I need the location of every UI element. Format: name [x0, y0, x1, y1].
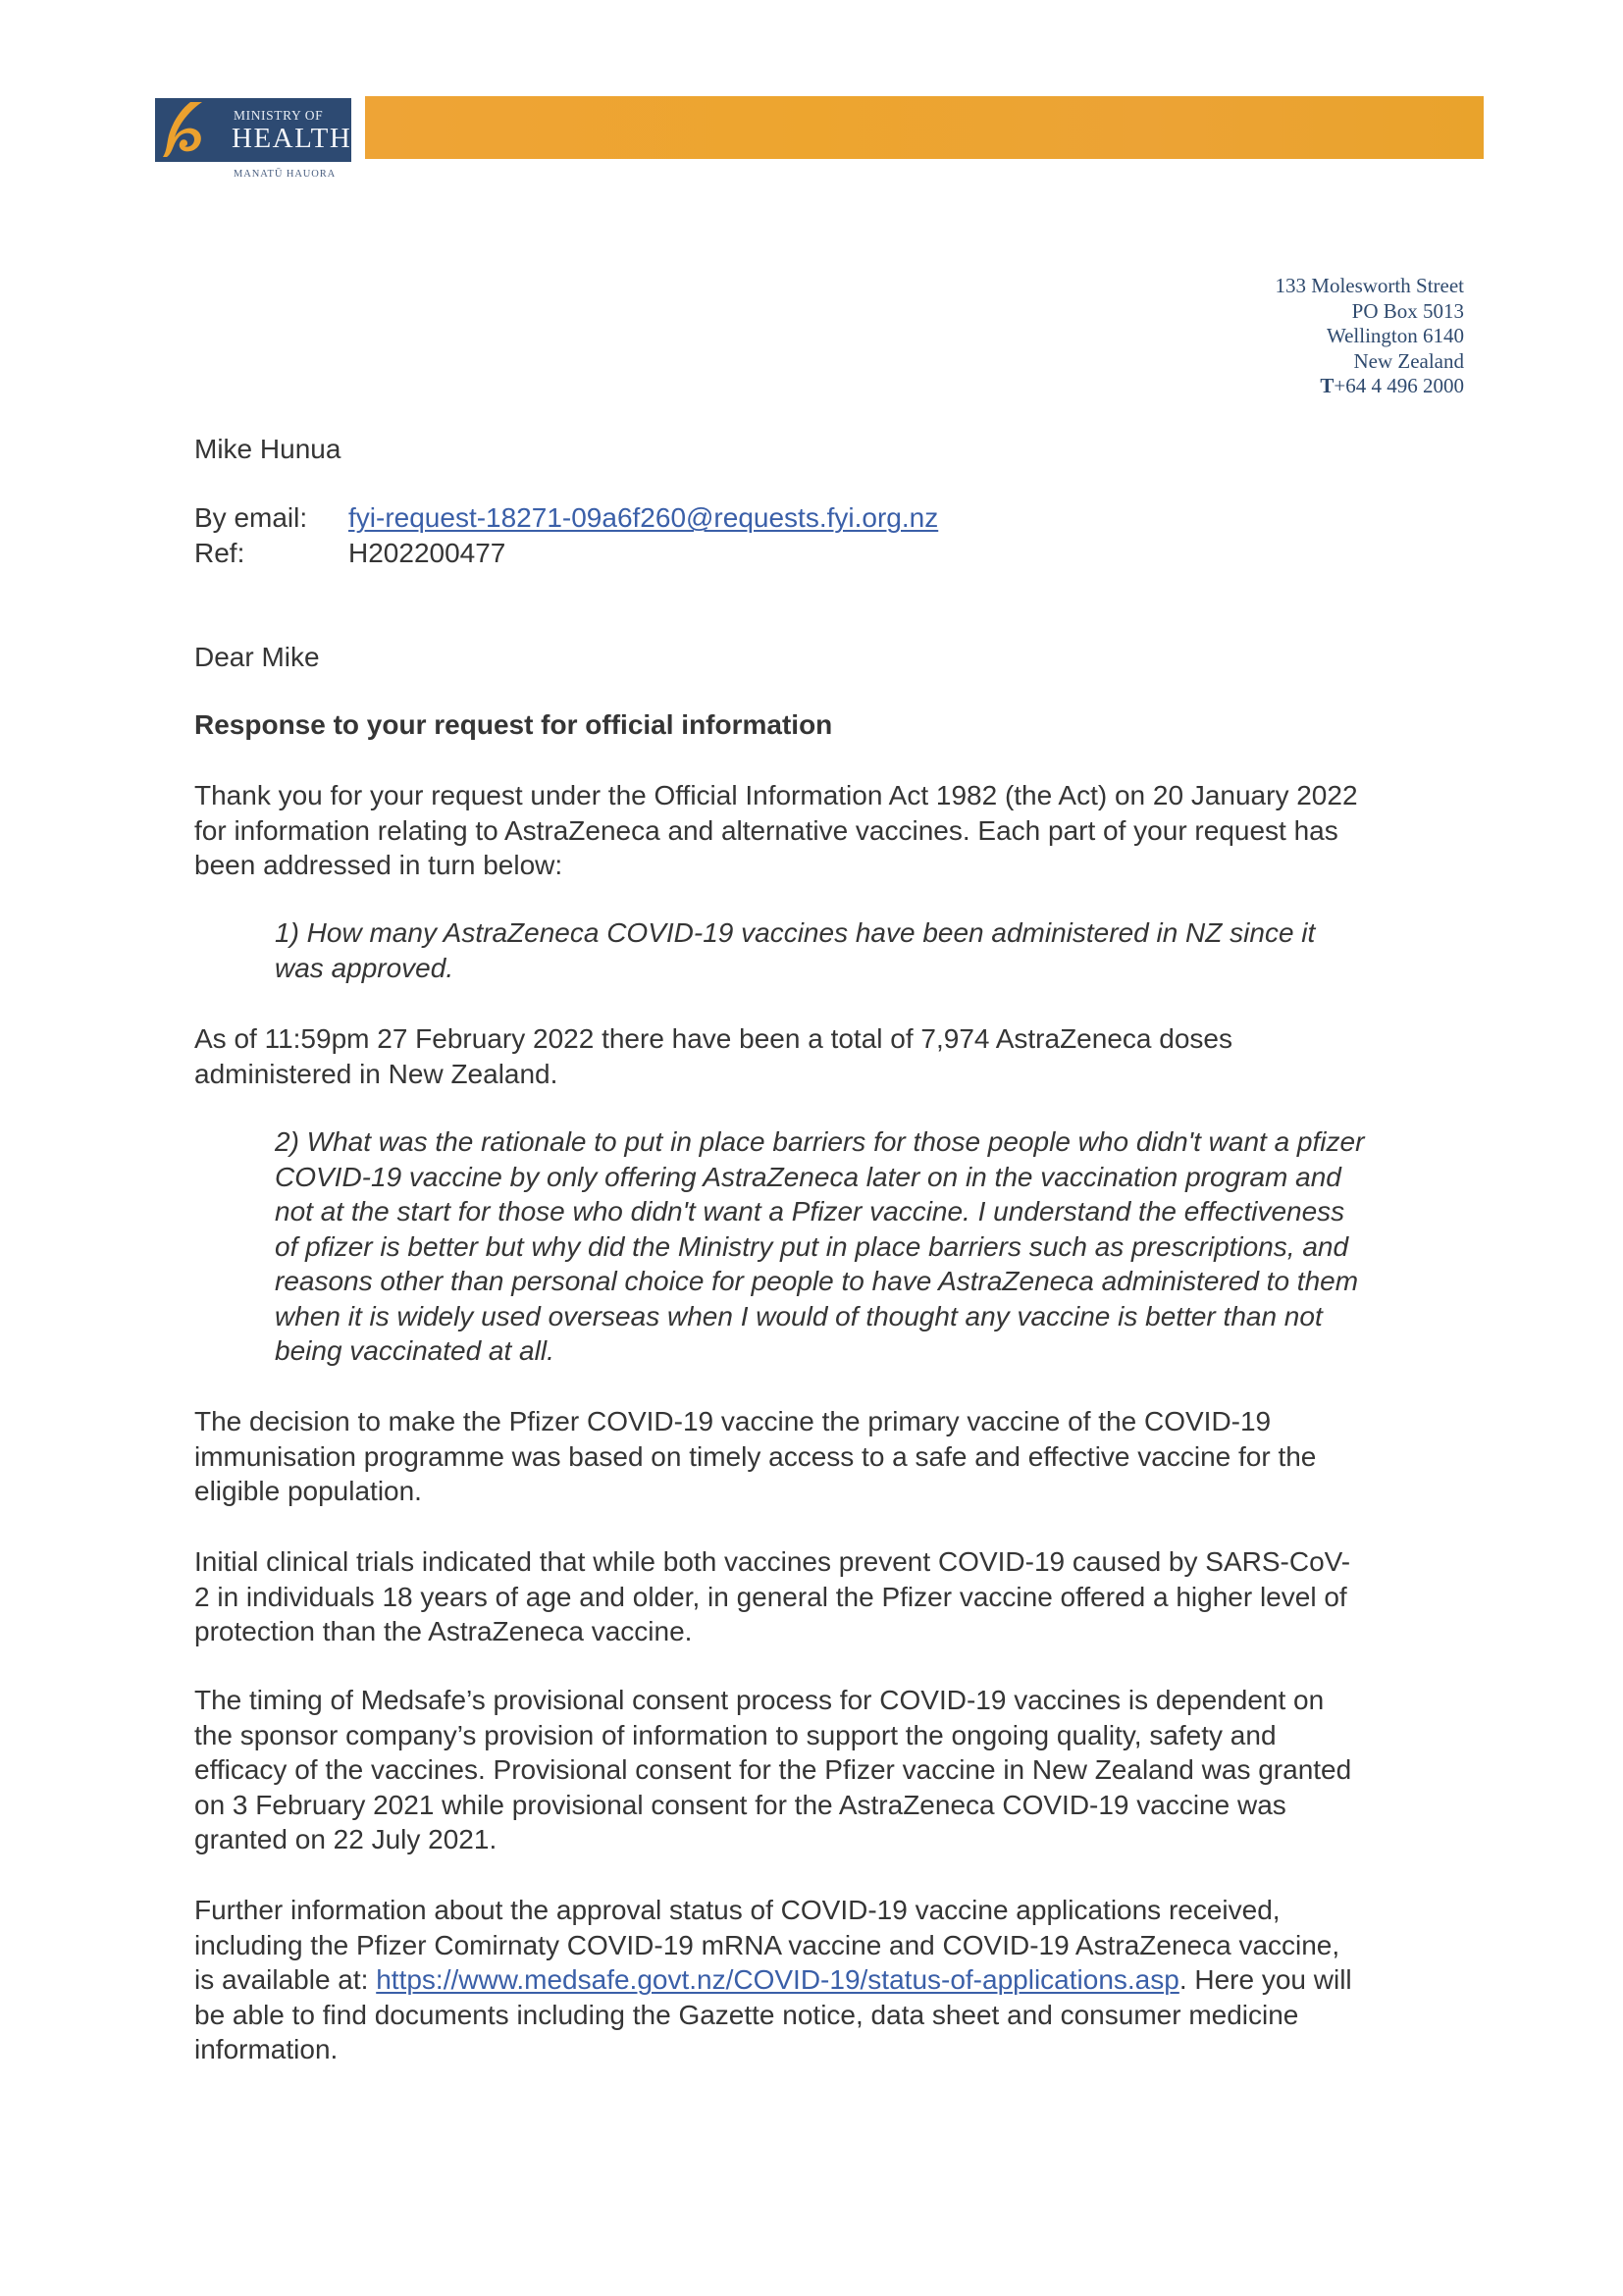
- text-line: 1) How many AstraZeneca COVID-19 vaccines have been administered in NZ since it: [275, 917, 1316, 948]
- text-line: immunisation programme was based on timely access to a safe and effective vaccine for the: [194, 1440, 1317, 1472]
- question-1: [275, 915, 1315, 985]
- address-country: New Zealand: [1353, 348, 1464, 373]
- link-suffix-text: . Here you will: [1178, 1964, 1352, 1995]
- medsafe-status-link[interactable]: https://www.medsafe.govt.nz/COVID-19/status-of-applications.asp: [376, 1964, 1179, 1995]
- salutation: Dear Mike: [194, 642, 320, 672]
- text-line: information.: [194, 2034, 339, 2064]
- text-line: COVID-19 vaccine by only offering AstraZeneca later on in the vaccination program and: [275, 1161, 1341, 1192]
- answer-2-paragraph-2: [194, 1544, 1350, 1649]
- intro-paragraph: [194, 778, 1358, 883]
- address-street: 133 Molesworth Street: [1275, 274, 1464, 297]
- logo-text-health: HEALTH: [232, 123, 352, 154]
- text-line: when it is widely used overseas when I would of thought any vaccine is better than not: [275, 1300, 1323, 1331]
- email-label: By email:: [194, 502, 308, 533]
- address-city: Wellington 6140: [1326, 324, 1464, 347]
- text-line: Initial clinical trials indicated that while both vaccines prevent COVID-19 caused by SARS-CoV-: [194, 1546, 1351, 1577]
- text-line: the sponsor company’s provision of information to support the ongoing quality, safety and: [194, 1719, 1277, 1750]
- question-2: [275, 1124, 1364, 1369]
- ref-label: Ref:: [194, 538, 245, 568]
- ministry-logo: [155, 98, 351, 162]
- text-line: not at the start for those who didn't want a Pfizer vaccine. I understand the effectiveness: [275, 1196, 1345, 1226]
- text-line: for information relating to AstraZeneca and alternative vaccines. Each part of your request has: [194, 814, 1338, 846]
- text-line: protection than the AstraZeneca vaccine.: [194, 1616, 693, 1646]
- text-line: on 3 February 2021 while provisional consent for the AstraZeneca COVID-19 vaccine was: [194, 1789, 1286, 1820]
- answer-2-paragraph-4: [194, 1893, 1352, 2067]
- text-line: granted on 22 July 2021.: [194, 1824, 497, 1854]
- text-line: As of 11:59pm 27 February 2022 there have been a total of 7,974 AstraZeneca doses: [194, 1023, 1232, 1054]
- text-line: The timing of Medsafe’s provisional consent process for COVID-19 vaccines is dependent on: [194, 1685, 1325, 1715]
- text-line: been addressed in turn below:: [194, 850, 563, 880]
- text-line: eligible population.: [194, 1476, 422, 1506]
- text-line-with-link: [194, 1962, 1352, 1998]
- logo-text-ministry-of: MINISTRY OF: [234, 108, 324, 123]
- text-line: being vaccinated at all.: [275, 1335, 554, 1366]
- answer-1: [194, 1021, 1232, 1091]
- link-prefix-text: is available at:: [194, 1964, 377, 1995]
- logo-subtitle: MANATŪ HAUORA: [234, 169, 337, 180]
- text-line: be able to find documents including the Gazette notice, data sheet and consumer medicine: [194, 1999, 1299, 2030]
- answer-2-paragraph-1: [194, 1404, 1316, 1509]
- email-row: [194, 500, 938, 536]
- ref-row: [194, 536, 505, 571]
- sender-address: [1276, 274, 1464, 399]
- address-po-box: PO Box 5013: [1351, 298, 1464, 323]
- text-line: Thank you for your request under the Official Information Act 1982 (the Act) on 20 January 2022: [194, 780, 1358, 810]
- text-line: including the Pfizer Comirnaty COVID-19 mRNA vaccine and COVID-19 AstraZeneca vaccine,: [194, 1929, 1340, 1960]
- recipient-name: Mike Hunua: [194, 434, 341, 464]
- koru-icon: [161, 100, 212, 159]
- text-line: 2 in individuals 18 years of age and older, in general the Pfizer vaccine offered a higher level of: [194, 1581, 1347, 1612]
- answer-2-paragraph-3: [194, 1683, 1351, 1857]
- recipient-email-link[interactable]: fyi-request-18271-09a6f260@requests.fyi.org.nz: [348, 502, 939, 533]
- text-line: Further information about the approval status of COVID-19 vaccine applications received,: [194, 1895, 1281, 1925]
- letterhead-banner: [365, 96, 1484, 159]
- text-line: 2) What was the rationale to put in place barriers for those people who didn't want a pfizer: [275, 1126, 1365, 1157]
- text-line: was approved.: [275, 952, 454, 983]
- text-line: reasons other than personal choice for people to have AstraZeneca administered to them: [275, 1266, 1359, 1296]
- phone-prefix: T: [1320, 374, 1335, 397]
- phone-number: +64 4 496 2000: [1334, 374, 1464, 397]
- text-line: administered in New Zealand.: [194, 1058, 558, 1089]
- address-phone: [1276, 374, 1464, 399]
- text-line: of pfizer is better but why did the Ministry put in place barriers such as prescriptions, and: [275, 1230, 1349, 1262]
- text-line: The decision to make the Pfizer COVID-19 vaccine the primary vaccine of the COVID-19: [194, 1406, 1272, 1436]
- ref-value: H202200477: [348, 538, 506, 568]
- subject-heading: Response to your request for official information: [194, 709, 833, 740]
- text-line: efficacy of the vaccines. Provisional consent for the Pfizer vaccine in New Zealand was granted: [194, 1754, 1352, 1785]
